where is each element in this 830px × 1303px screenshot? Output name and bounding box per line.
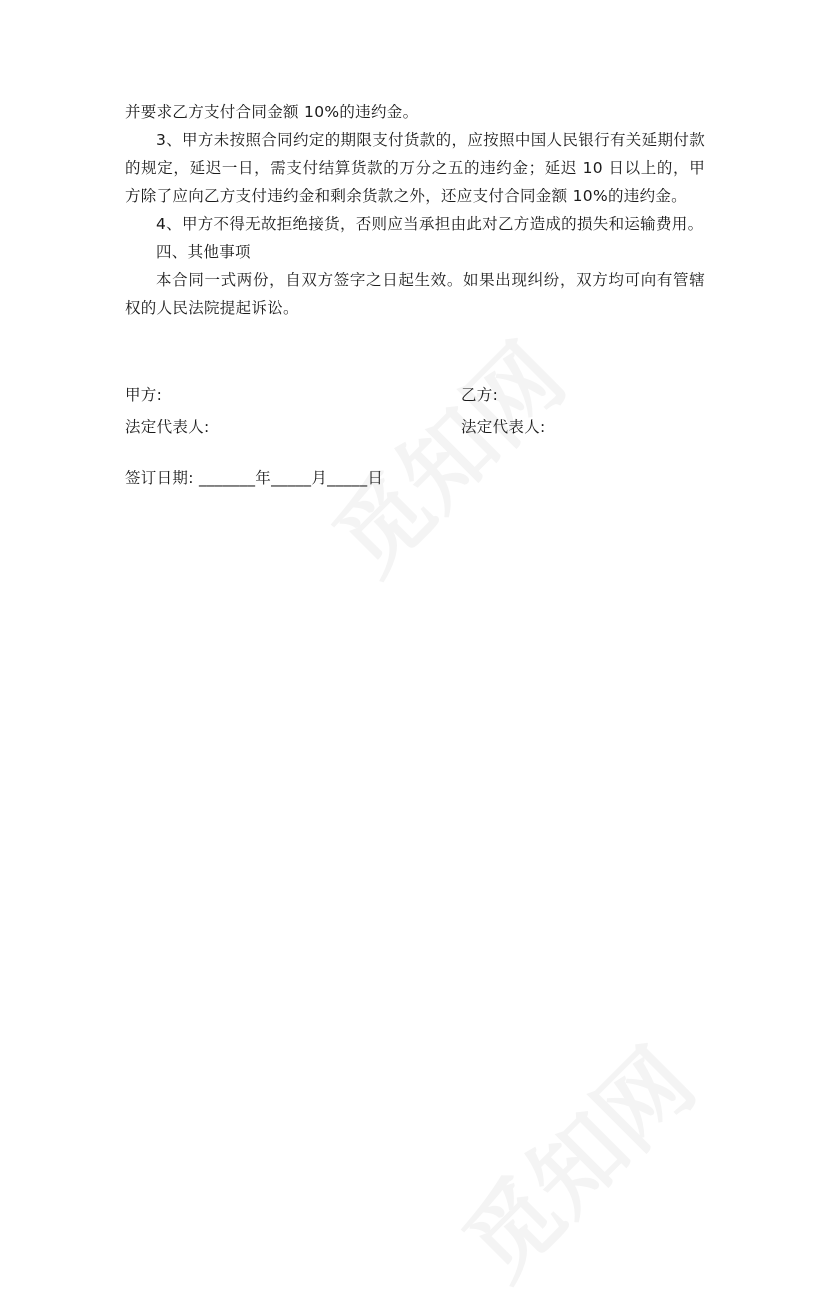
paragraph-clause-4: 4、甲方不得无故拒绝接货，否则应当承担由此对乙方造成的损失和运输费用。	[156, 215, 704, 233]
party-b-representative-label: 法定代表人:	[461, 418, 546, 436]
party-a-label: 甲方:	[125, 386, 163, 404]
sign-date-block	[125, 464, 705, 492]
watermark-bottom	[430, 1015, 719, 1303]
signature-block	[125, 381, 705, 441]
paragraph-effectiveness: 本合同一式两份，自双方签字之日起生效。如果出现纠纷，双方均可向有管辖权的人民法院提起诉讼。	[125, 271, 705, 317]
party-a-representative-label: 法定代表人:	[125, 418, 210, 436]
party-row	[125, 381, 705, 409]
section-heading-other-matters: 四、其他事项	[156, 243, 251, 261]
paragraph-penalty-continuation: 并要求乙方支付合同金额 10%的违约金。	[125, 103, 419, 121]
watermark	[300, 310, 589, 599]
contract-body	[125, 98, 705, 322]
representative-row	[125, 413, 705, 441]
sign-date-line: 签订日期: _______年_____月_____日	[125, 469, 384, 487]
sign-date-row	[125, 464, 705, 492]
paragraph-clause-3: 3、甲方未按照合同约定的期限支付货款的，应按照中国人民银行有关延期付款的规定，延迟一日，需支付结算货款的万分之五的违约金；延迟 10 日以上的，甲方除了应向乙方支付违约金和剩余货款之外，还应支付合同金额 10%的违约金。	[125, 131, 705, 205]
party-b-label: 乙方:	[461, 386, 499, 404]
